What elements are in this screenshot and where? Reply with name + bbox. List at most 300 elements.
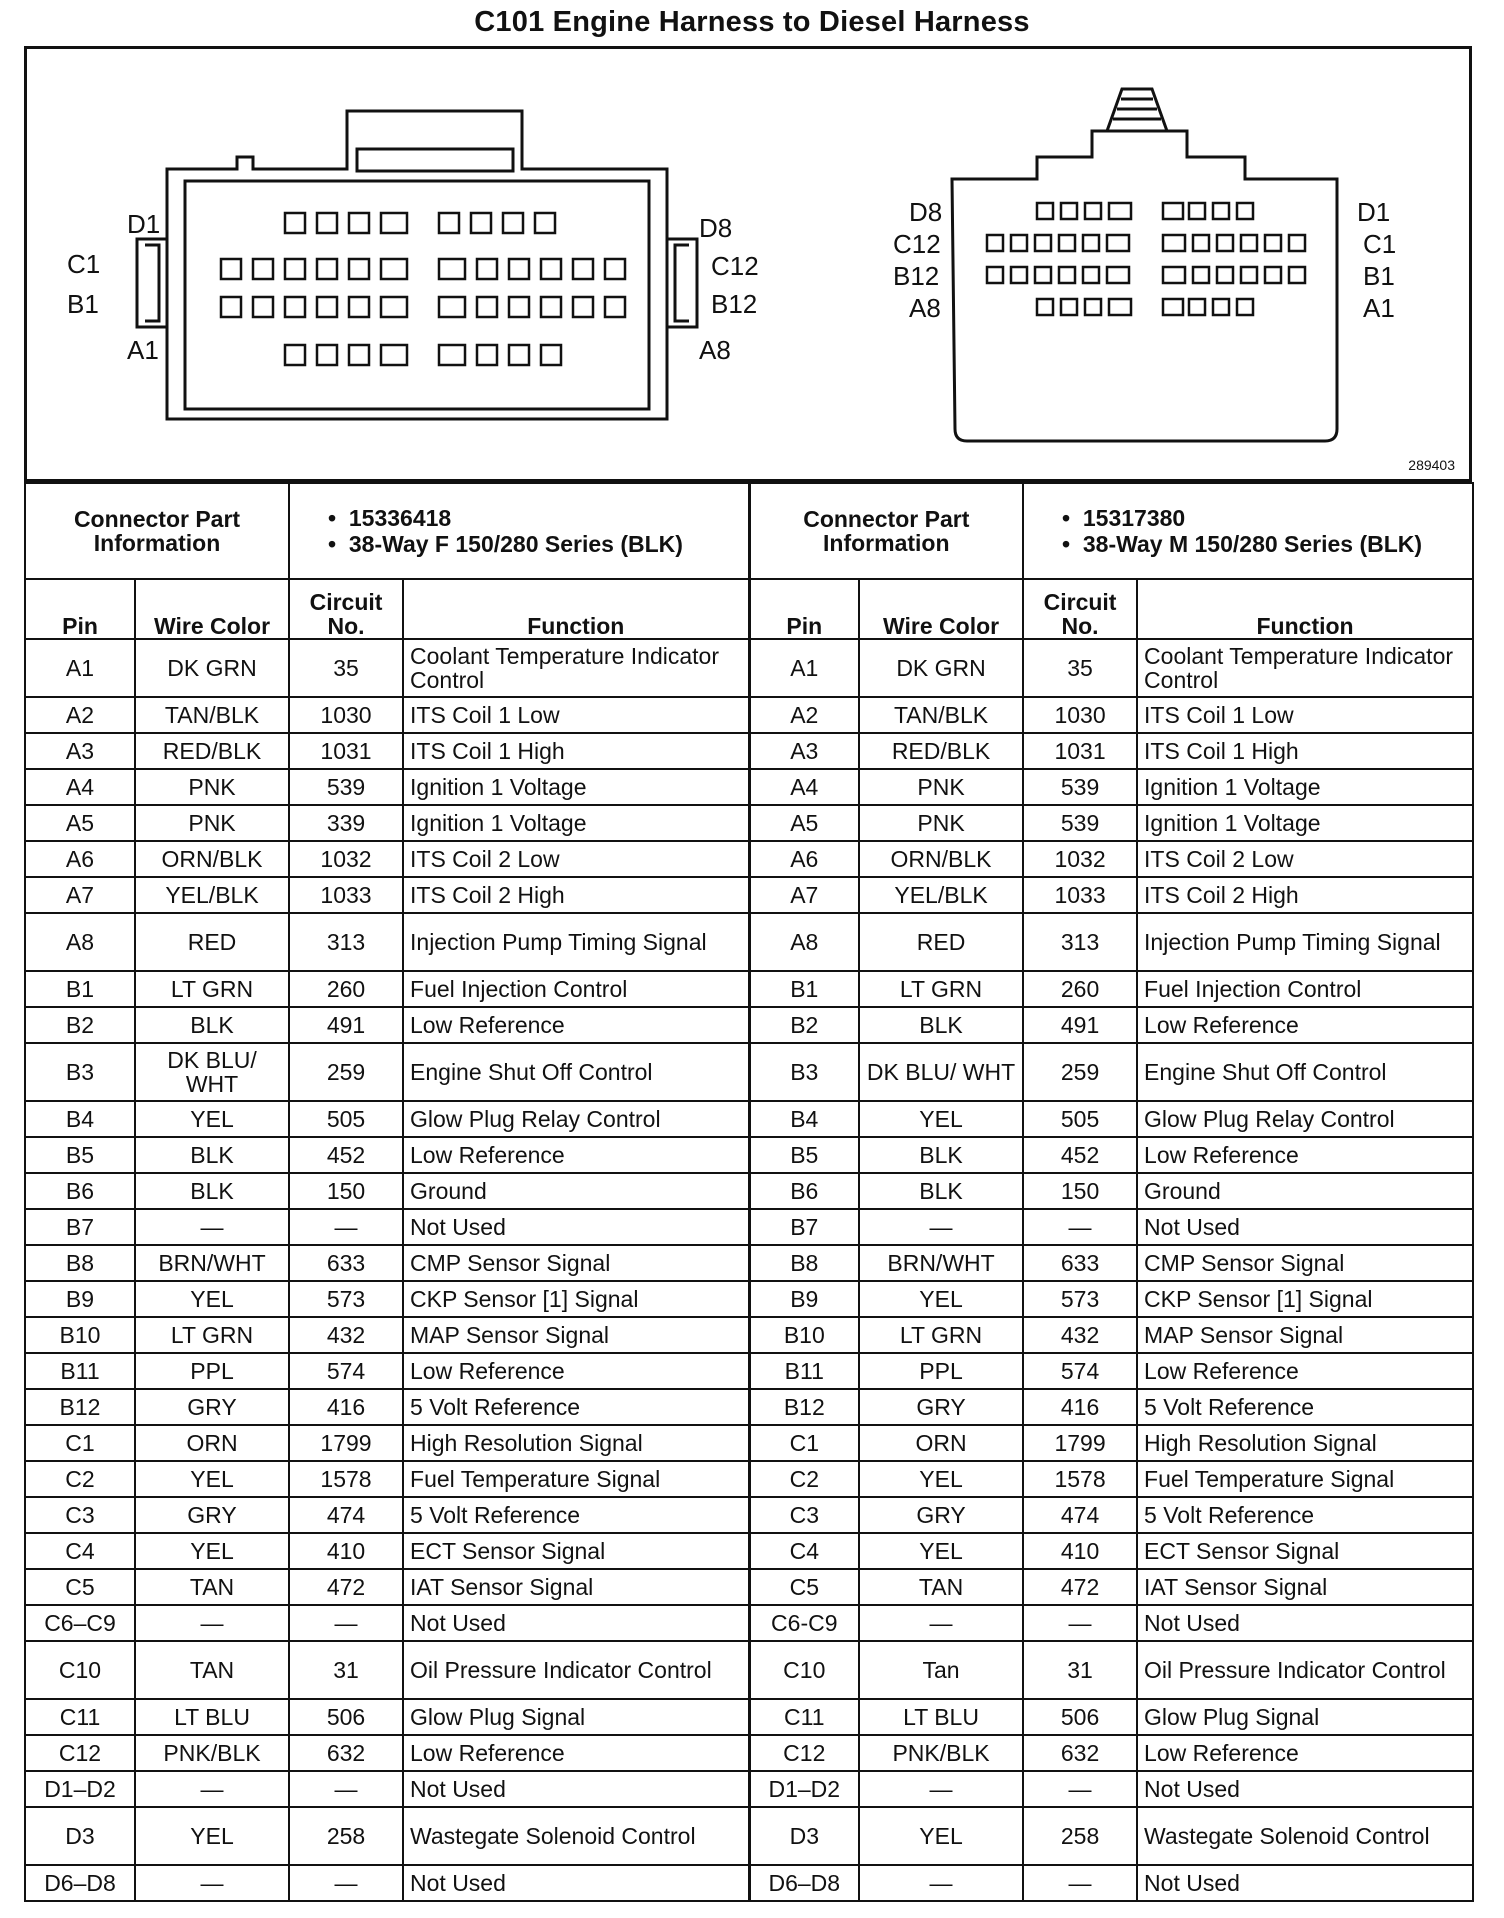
- circuit-number-cell: 410: [289, 1533, 403, 1569]
- circuit-number-cell: 472: [1023, 1569, 1137, 1605]
- wire-color-cell: DK BLU/ WHT: [135, 1043, 289, 1101]
- pin-cell: B3: [749, 1043, 859, 1101]
- wire-color-cell: PPL: [135, 1353, 289, 1389]
- pin-cell: B12: [749, 1389, 859, 1425]
- page-title: C101 Engine Harness to Diesel Harness: [474, 6, 1030, 38]
- pin-cell: A6: [25, 841, 135, 877]
- function-cell: Glow Plug Relay Control: [1137, 1101, 1473, 1137]
- function-cell: MAP Sensor Signal: [1137, 1317, 1473, 1353]
- pin-cell: B11: [749, 1353, 859, 1389]
- pin-cell: A6: [749, 841, 859, 877]
- column-header: Function: [1137, 579, 1473, 639]
- circuit-number-cell: 491: [289, 1007, 403, 1043]
- function-cell: Wastegate Solenoid Control: [403, 1807, 749, 1865]
- wire-color-cell: PNK: [135, 769, 289, 805]
- function-cell: IAT Sensor Signal: [1137, 1569, 1473, 1605]
- column-header-row: [25, 579, 1473, 639]
- wire-color-cell: PNK/BLK: [859, 1735, 1023, 1771]
- circuit-number-cell: 573: [289, 1281, 403, 1317]
- pin-cell: B10: [25, 1317, 135, 1353]
- wire-color-cell: —: [135, 1865, 289, 1901]
- wire-color-cell: Tan: [859, 1641, 1023, 1699]
- wire-color-cell: YEL: [135, 1101, 289, 1137]
- connector-info-row: [25, 483, 1473, 579]
- function-cell: ECT Sensor Signal: [403, 1533, 749, 1569]
- pin-cell: B7: [749, 1209, 859, 1245]
- circuit-number-cell: 1031: [289, 733, 403, 769]
- function-cell: Low Reference: [403, 1353, 749, 1389]
- connector-info-label: Connector Part Information: [749, 483, 1023, 579]
- function-cell: Not Used: [403, 1605, 749, 1641]
- pin-row: [25, 1101, 1473, 1137]
- circuit-number-cell: 1799: [1023, 1425, 1137, 1461]
- wire-color-cell: BLK: [135, 1007, 289, 1043]
- circuit-number-cell: 31: [289, 1641, 403, 1699]
- pin-cell: B7: [25, 1209, 135, 1245]
- wire-color-cell: —: [135, 1605, 289, 1641]
- pin-cell: A8: [749, 913, 859, 971]
- wire-color-cell: DK GRN: [859, 639, 1023, 697]
- circuit-number-cell: 35: [1023, 639, 1137, 697]
- wire-color-cell: YEL: [859, 1281, 1023, 1317]
- wire-color-cell: YEL: [859, 1101, 1023, 1137]
- function-cell: ITS Coil 1 High: [403, 733, 749, 769]
- function-cell: Glow Plug Signal: [403, 1699, 749, 1735]
- pin-label: C1: [1363, 229, 1397, 259]
- pin-label: B12: [711, 289, 758, 319]
- circuit-number-cell: 574: [289, 1353, 403, 1389]
- function-cell: MAP Sensor Signal: [403, 1317, 749, 1353]
- function-cell: 5 Volt Reference: [1137, 1497, 1473, 1533]
- function-cell: Not Used: [1137, 1771, 1473, 1807]
- circuit-number-cell: 633: [289, 1245, 403, 1281]
- pin-cell: B4: [25, 1101, 135, 1137]
- pin-cell: B4: [749, 1101, 859, 1137]
- pin-label: D1: [127, 209, 161, 239]
- wire-color-cell: DK BLU/ WHT: [859, 1043, 1023, 1101]
- wire-color-cell: GRY: [859, 1389, 1023, 1425]
- pin-row: [25, 1281, 1473, 1317]
- circuit-number-cell: 432: [1023, 1317, 1137, 1353]
- column-header: Pin: [749, 579, 859, 639]
- wire-color-cell: —: [859, 1771, 1023, 1807]
- wire-color-cell: LT GRN: [135, 971, 289, 1007]
- wire-color-cell: YEL: [135, 1533, 289, 1569]
- circuit-number-cell: 313: [289, 913, 403, 971]
- function-cell: Injection Pump Timing Signal: [403, 913, 749, 971]
- circuit-number-cell: 432: [289, 1317, 403, 1353]
- function-cell: Ground: [1137, 1173, 1473, 1209]
- function-cell: CMP Sensor Signal: [403, 1245, 749, 1281]
- pin-row: [25, 805, 1473, 841]
- circuit-number-cell: 1578: [289, 1461, 403, 1497]
- function-cell: ITS Coil 1 Low: [403, 697, 749, 733]
- circuit-number-cell: 35: [289, 639, 403, 697]
- pin-cell: C2: [25, 1461, 135, 1497]
- pin-cell: C5: [25, 1569, 135, 1605]
- pin-row: [25, 841, 1473, 877]
- wire-color-cell: TAN: [135, 1641, 289, 1699]
- function-cell: Oil Pressure Indicator Control: [403, 1641, 749, 1699]
- pin-cell: B9: [749, 1281, 859, 1317]
- pin-cell: B2: [25, 1007, 135, 1043]
- circuit-number-cell: —: [1023, 1865, 1137, 1901]
- function-cell: Low Reference: [403, 1735, 749, 1771]
- pin-label: A8: [909, 293, 941, 323]
- pin-cell: A3: [25, 733, 135, 769]
- function-cell: Fuel Injection Control: [1137, 971, 1473, 1007]
- circuit-number-cell: 1031: [1023, 733, 1137, 769]
- function-cell: Ground: [403, 1173, 749, 1209]
- circuit-number-cell: —: [289, 1209, 403, 1245]
- function-cell: Engine Shut Off Control: [1137, 1043, 1473, 1101]
- function-cell: High Resolution Signal: [403, 1425, 749, 1461]
- pin-row: [25, 1137, 1473, 1173]
- pin-label: C12: [711, 251, 759, 281]
- wire-color-cell: YEL/BLK: [859, 877, 1023, 913]
- circuit-number-cell: —: [1023, 1209, 1137, 1245]
- pin-row: [25, 971, 1473, 1007]
- function-cell: High Resolution Signal: [1137, 1425, 1473, 1461]
- column-header: Wire Color: [859, 579, 1023, 639]
- wire-color-cell: ORN: [135, 1425, 289, 1461]
- pin-cell: A7: [749, 877, 859, 913]
- pin-cell: A4: [25, 769, 135, 805]
- wire-color-cell: GRY: [135, 1497, 289, 1533]
- pin-label: D1: [1357, 197, 1391, 227]
- wire-color-cell: GRY: [859, 1497, 1023, 1533]
- circuit-number-cell: 632: [289, 1735, 403, 1771]
- pin-cell: C6-C9: [749, 1605, 859, 1641]
- circuit-number-cell: 573: [1023, 1281, 1137, 1317]
- pin-cell: A7: [25, 877, 135, 913]
- function-cell: Ignition 1 Voltage: [1137, 769, 1473, 805]
- wire-color-cell: ORN/BLK: [859, 841, 1023, 877]
- pin-cell: B10: [749, 1317, 859, 1353]
- column-header: Circuit No.: [289, 579, 403, 639]
- wire-color-cell: LT BLU: [135, 1699, 289, 1735]
- pin-cell: C3: [749, 1497, 859, 1533]
- circuit-number-cell: 416: [1023, 1389, 1137, 1425]
- function-cell: IAT Sensor Signal: [403, 1569, 749, 1605]
- pin-row: [25, 1807, 1473, 1865]
- wire-color-cell: BLK: [859, 1137, 1023, 1173]
- circuit-number-cell: 1032: [1023, 841, 1137, 877]
- circuit-number-cell: 472: [289, 1569, 403, 1605]
- function-cell: Low Reference: [1137, 1735, 1473, 1771]
- wire-color-cell: RED/BLK: [859, 733, 1023, 769]
- pin-cell: B1: [749, 971, 859, 1007]
- function-cell: Fuel Temperature Signal: [1137, 1461, 1473, 1497]
- pin-row: [25, 1245, 1473, 1281]
- wire-color-cell: BLK: [135, 1137, 289, 1173]
- function-cell: Glow Plug Signal: [1137, 1699, 1473, 1735]
- pin-label: C12: [893, 229, 941, 259]
- circuit-number-cell: 31: [1023, 1641, 1137, 1699]
- function-cell: Low Reference: [1137, 1007, 1473, 1043]
- function-cell: Oil Pressure Indicator Control: [1137, 1641, 1473, 1699]
- figure-id: 289403: [1408, 457, 1455, 473]
- function-cell: CKP Sensor [1] Signal: [1137, 1281, 1473, 1317]
- circuit-number-cell: —: [289, 1605, 403, 1641]
- wire-color-cell: ORN/BLK: [135, 841, 289, 877]
- function-cell: Low Reference: [403, 1007, 749, 1043]
- function-cell: Coolant Temperature Indicator Control: [403, 639, 749, 697]
- function-cell: Low Reference: [1137, 1137, 1473, 1173]
- wire-color-cell: BLK: [859, 1173, 1023, 1209]
- pin-cell: B6: [25, 1173, 135, 1209]
- wire-color-cell: RED: [135, 913, 289, 971]
- wire-color-cell: BRN/WHT: [135, 1245, 289, 1281]
- pin-label: D8: [909, 197, 943, 227]
- pin-cell: D6–D8: [25, 1865, 135, 1901]
- wire-color-cell: PNK: [859, 769, 1023, 805]
- wire-color-cell: BLK: [859, 1007, 1023, 1043]
- part-number: 15336418: [348, 505, 452, 531]
- pin-cell: B5: [25, 1137, 135, 1173]
- circuit-number-cell: 1030: [289, 697, 403, 733]
- circuit-number-cell: 260: [1023, 971, 1137, 1007]
- pin-label: C1: [67, 249, 101, 279]
- wire-color-cell: TAN/BLK: [859, 697, 1023, 733]
- column-header: Function: [403, 579, 749, 639]
- pin-cell: A4: [749, 769, 859, 805]
- circuit-number-cell: 474: [289, 1497, 403, 1533]
- pin-row: [25, 1569, 1473, 1605]
- circuit-number-cell: 1033: [1023, 877, 1137, 913]
- pin-row: [25, 1641, 1473, 1699]
- wire-color-cell: LT GRN: [135, 1317, 289, 1353]
- wire-color-cell: —: [859, 1605, 1023, 1641]
- function-cell: ITS Coil 2 High: [403, 877, 749, 913]
- circuit-number-cell: 633: [1023, 1245, 1137, 1281]
- pin-cell: C5: [749, 1569, 859, 1605]
- circuit-number-cell: 313: [1023, 913, 1137, 971]
- circuit-number-cell: 1578: [1023, 1461, 1137, 1497]
- wire-color-cell: LT GRN: [859, 1317, 1023, 1353]
- function-cell: ITS Coil 2 High: [1137, 877, 1473, 913]
- circuit-number-cell: 258: [289, 1807, 403, 1865]
- circuit-number-cell: 452: [1023, 1137, 1137, 1173]
- wire-color-cell: YEL: [135, 1281, 289, 1317]
- pin-row: [25, 1007, 1473, 1043]
- pin-cell: C4: [25, 1533, 135, 1569]
- connector-type: 38-Way F 150/280 Series (BLK): [348, 531, 683, 557]
- function-cell: Not Used: [403, 1771, 749, 1807]
- wire-color-cell: YEL: [859, 1461, 1023, 1497]
- column-header: Pin: [25, 579, 135, 639]
- connector-info-details: • 15336418 • 38-Way F 150/280 Series (BLK): [289, 483, 749, 579]
- wire-color-cell: —: [859, 1865, 1023, 1901]
- circuit-number-cell: 339: [289, 805, 403, 841]
- connector-diagram: [24, 46, 1472, 482]
- circuit-number-cell: 416: [289, 1389, 403, 1425]
- function-cell: Fuel Injection Control: [403, 971, 749, 1007]
- pin-cell: C3: [25, 1497, 135, 1533]
- pin-label: A1: [127, 335, 159, 365]
- pin-row: [25, 1497, 1473, 1533]
- pinout-table: [24, 482, 1474, 1902]
- pin-cell: B6: [749, 1173, 859, 1209]
- column-header: Wire Color: [135, 579, 289, 639]
- pin-cell: D6–D8: [749, 1865, 859, 1901]
- pin-cell: B2: [749, 1007, 859, 1043]
- pin-label: B12: [893, 261, 940, 291]
- pin-label: B1: [67, 289, 99, 319]
- connector-type: 38-Way M 150/280 Series (BLK): [1082, 531, 1423, 557]
- pin-row: [25, 733, 1473, 769]
- wire-color-cell: BLK: [135, 1173, 289, 1209]
- circuit-number-cell: —: [289, 1865, 403, 1901]
- pin-cell: C10: [749, 1641, 859, 1699]
- circuit-number-cell: 150: [289, 1173, 403, 1209]
- pin-cell: A1: [749, 639, 859, 697]
- function-cell: Not Used: [403, 1209, 749, 1245]
- wire-color-cell: ORN: [859, 1425, 1023, 1461]
- wire-color-cell: LT GRN: [859, 971, 1023, 1007]
- pin-row: [25, 1317, 1473, 1353]
- function-cell: Low Reference: [1137, 1353, 1473, 1389]
- pin-cell: C6–C9: [25, 1605, 135, 1641]
- wire-color-cell: PNK/BLK: [135, 1735, 289, 1771]
- circuit-number-cell: 150: [1023, 1173, 1137, 1209]
- function-cell: Not Used: [1137, 1865, 1473, 1901]
- circuit-number-cell: 539: [1023, 805, 1137, 841]
- circuit-number-cell: 505: [1023, 1101, 1137, 1137]
- function-cell: Ignition 1 Voltage: [403, 805, 749, 841]
- pin-label: D8: [699, 213, 733, 243]
- function-cell: 5 Volt Reference: [403, 1389, 749, 1425]
- pin-row: [25, 1533, 1473, 1569]
- circuit-number-cell: 505: [289, 1101, 403, 1137]
- wire-color-cell: PNK: [859, 805, 1023, 841]
- pin-cell: C10: [25, 1641, 135, 1699]
- pin-cell: D1–D2: [749, 1771, 859, 1807]
- pin-cell: B5: [749, 1137, 859, 1173]
- wire-color-cell: YEL: [135, 1807, 289, 1865]
- pin-row: [25, 1173, 1473, 1209]
- pin-row: [25, 1605, 1473, 1641]
- pin-label: B1: [1363, 261, 1395, 291]
- pin-row: [25, 1209, 1473, 1245]
- pin-cell: B11: [25, 1353, 135, 1389]
- wire-color-cell: —: [135, 1209, 289, 1245]
- pin-cell: A5: [749, 805, 859, 841]
- circuit-number-cell: —: [289, 1771, 403, 1807]
- function-cell: Low Reference: [403, 1137, 749, 1173]
- wire-color-cell: LT BLU: [859, 1699, 1023, 1735]
- pin-row: [25, 1353, 1473, 1389]
- pin-row: [25, 1735, 1473, 1771]
- circuit-number-cell: 539: [289, 769, 403, 805]
- wire-color-cell: BRN/WHT: [859, 1245, 1023, 1281]
- circuit-number-cell: 506: [289, 1699, 403, 1735]
- pin-cell: A2: [25, 697, 135, 733]
- pin-cell: A3: [749, 733, 859, 769]
- wire-color-cell: TAN/BLK: [135, 697, 289, 733]
- pin-row: [25, 1389, 1473, 1425]
- pin-row: [25, 877, 1473, 913]
- pin-cell: B3: [25, 1043, 135, 1101]
- function-cell: Fuel Temperature Signal: [403, 1461, 749, 1497]
- circuit-number-cell: 539: [1023, 769, 1137, 805]
- pin-cell: D3: [749, 1807, 859, 1865]
- pin-cell: B1: [25, 971, 135, 1007]
- function-cell: Injection Pump Timing Signal: [1137, 913, 1473, 971]
- wire-color-cell: GRY: [135, 1389, 289, 1425]
- wire-color-cell: TAN: [135, 1569, 289, 1605]
- pin-row: [25, 1771, 1473, 1807]
- pin-row: [25, 1461, 1473, 1497]
- function-cell: Not Used: [1137, 1209, 1473, 1245]
- function-cell: Not Used: [403, 1865, 749, 1901]
- pin-cell: B9: [25, 1281, 135, 1317]
- circuit-number-cell: 1033: [289, 877, 403, 913]
- function-cell: Ignition 1 Voltage: [403, 769, 749, 805]
- pin-cell: A1: [25, 639, 135, 697]
- function-cell: ITS Coil 1 Low: [1137, 697, 1473, 733]
- pin-cell: C12: [749, 1735, 859, 1771]
- function-cell: ECT Sensor Signal: [1137, 1533, 1473, 1569]
- wire-color-cell: PNK: [135, 805, 289, 841]
- circuit-number-cell: 259: [289, 1043, 403, 1101]
- wire-color-cell: —: [859, 1209, 1023, 1245]
- function-cell: Coolant Temperature Indicator Control: [1137, 639, 1473, 697]
- pin-row: [25, 1865, 1473, 1901]
- function-cell: Engine Shut Off Control: [403, 1043, 749, 1101]
- circuit-number-cell: 410: [1023, 1533, 1137, 1569]
- wire-color-cell: YEL: [859, 1533, 1023, 1569]
- circuit-number-cell: 260: [289, 971, 403, 1007]
- circuit-number-cell: 574: [1023, 1353, 1137, 1389]
- circuit-number-cell: 259: [1023, 1043, 1137, 1101]
- pin-cell: D1–D2: [25, 1771, 135, 1807]
- circuit-number-cell: 474: [1023, 1497, 1137, 1533]
- pin-row: [25, 639, 1473, 697]
- wire-color-cell: TAN: [859, 1569, 1023, 1605]
- pin-row: [25, 913, 1473, 971]
- wire-color-cell: YEL: [135, 1461, 289, 1497]
- pin-cell: B12: [25, 1389, 135, 1425]
- part-number: 15317380: [1082, 505, 1186, 531]
- function-cell: ITS Coil 2 Low: [1137, 841, 1473, 877]
- function-cell: Not Used: [1137, 1605, 1473, 1641]
- wire-color-cell: YEL/BLK: [135, 877, 289, 913]
- pin-label: A1: [1363, 293, 1395, 323]
- column-header: Circuit No.: [1023, 579, 1137, 639]
- pin-cell: A2: [749, 697, 859, 733]
- pin-cell: C4: [749, 1533, 859, 1569]
- function-cell: CMP Sensor Signal: [1137, 1245, 1473, 1281]
- function-cell: 5 Volt Reference: [1137, 1389, 1473, 1425]
- wire-color-cell: DK GRN: [135, 639, 289, 697]
- circuit-number-cell: —: [1023, 1771, 1137, 1807]
- pin-cell: C2: [749, 1461, 859, 1497]
- pin-cell: C1: [749, 1425, 859, 1461]
- pin-cell: B8: [25, 1245, 135, 1281]
- function-cell: ITS Coil 1 High: [1137, 733, 1473, 769]
- pin-rows: [25, 639, 1473, 1901]
- circuit-number-cell: 1032: [289, 841, 403, 877]
- circuit-number-cell: 632: [1023, 1735, 1137, 1771]
- function-cell: Wastegate Solenoid Control: [1137, 1807, 1473, 1865]
- pin-cell: A8: [25, 913, 135, 971]
- circuit-number-cell: 506: [1023, 1699, 1137, 1735]
- pin-cell: D3: [25, 1807, 135, 1865]
- function-cell: ITS Coil 2 Low: [403, 841, 749, 877]
- function-cell: CKP Sensor [1] Signal: [403, 1281, 749, 1317]
- circuit-number-cell: 452: [289, 1137, 403, 1173]
